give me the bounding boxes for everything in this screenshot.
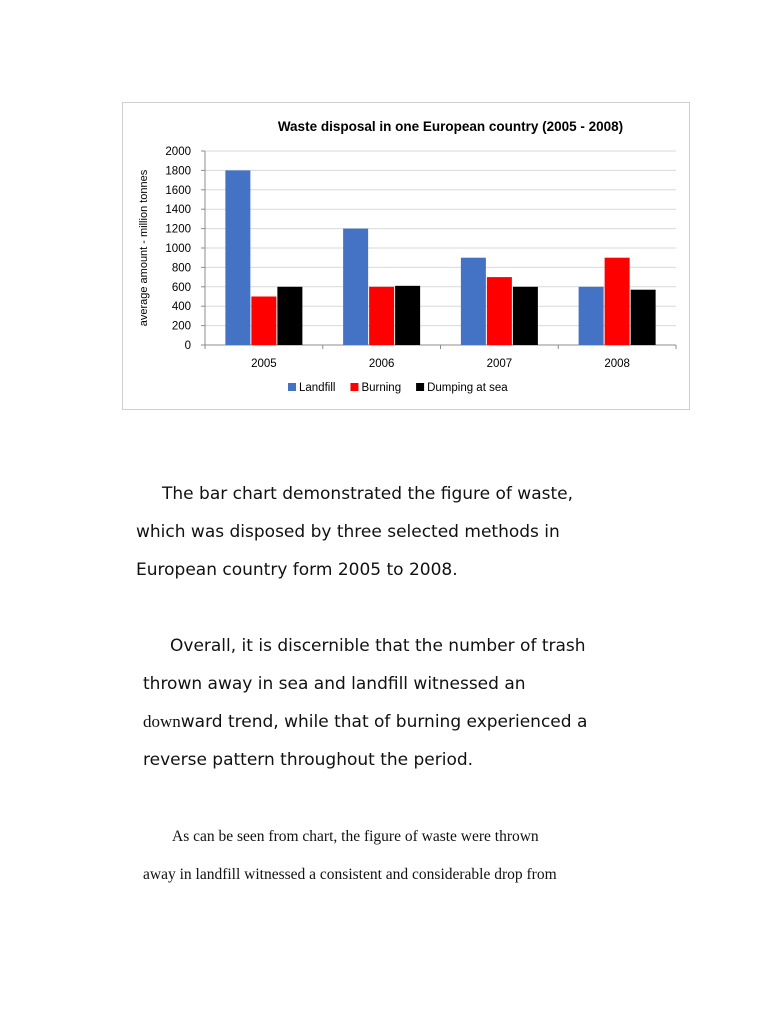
x-tick-label: 2008 — [604, 358, 630, 370]
bar-burning-2005 — [251, 297, 276, 346]
legend-label-landfill: Landfill — [299, 382, 336, 394]
legend-swatch-dumping-at-sea — [416, 383, 424, 391]
chart-svg — [123, 103, 691, 411]
y-tick-label: 1800 — [165, 165, 191, 178]
y-tick-label: 200 — [171, 320, 191, 333]
bar-landfill-2007 — [461, 258, 486, 345]
bar-dumping-at-sea-2007 — [513, 287, 538, 345]
y-tick-label: 400 — [171, 301, 191, 314]
legend-label-dumping-at-sea: Dumping at sea — [427, 382, 508, 394]
paragraph-1-line-1: The bar chart demonstrated the figure of waste, — [162, 484, 574, 504]
bar-landfill-2008 — [579, 287, 604, 345]
paragraph-2-line-2: thrown away in sea and landfill witnessed an — [143, 674, 526, 694]
mixed-font-word-start: down — [143, 712, 181, 731]
bar-landfill-2006 — [343, 229, 368, 345]
bar-landfill-2005 — [225, 170, 250, 345]
y-tick-label: 2000 — [165, 146, 191, 158]
y-axis-label: average amount - million tonnes — [138, 169, 150, 327]
y-tick-label: 0 — [184, 340, 191, 352]
y-tick-label: 1600 — [165, 184, 191, 197]
paragraph-3-line-2: away in landfill witnessed a consistent and considerable drop from — [143, 866, 557, 883]
paragraph-2-line-4: reverse pattern throughout the period. — [143, 750, 474, 770]
y-tick-label: 1400 — [165, 204, 191, 217]
paragraph-1-line-3: European country form 2005 to 2008. — [136, 560, 458, 580]
legend-label-burning: Burning — [361, 382, 402, 394]
bar-burning-2008 — [605, 258, 630, 345]
paragraph-1-line-2: which was disposed by three selected methods in — [136, 522, 560, 542]
bar-dumping-at-sea-2005 — [277, 287, 302, 345]
legend-swatch-landfill — [288, 383, 296, 391]
paragraph-2-line-1: Overall, it is discernible that the number of trash — [170, 636, 586, 656]
chart-title: Waste disposal in one European country (2005 - 2008) — [277, 119, 624, 134]
paragraph-3-line-1: As can be seen from chart, the figure of waste were thrown — [172, 828, 539, 845]
bar-dumping-at-sea-2006 — [395, 286, 420, 345]
bar-burning-2006 — [369, 287, 394, 345]
x-tick-label: 2006 — [368, 358, 395, 370]
bar-dumping-at-sea-2008 — [631, 290, 656, 345]
bar-burning-2007 — [487, 277, 512, 345]
paragraph-2-line-3 — [143, 712, 587, 732]
x-tick-label: 2007 — [486, 358, 513, 370]
y-tick-label: 600 — [171, 281, 191, 294]
y-tick-label: 800 — [171, 262, 191, 275]
y-tick-label: 1200 — [165, 223, 191, 236]
mixed-font-word-rest: ward trend, while that of burning experienced a — [180, 712, 588, 732]
x-tick-label: 2005 — [251, 358, 277, 370]
y-tick-label: 1000 — [165, 243, 191, 255]
legend-swatch-burning — [350, 383, 358, 391]
bar-chart — [122, 102, 690, 410]
